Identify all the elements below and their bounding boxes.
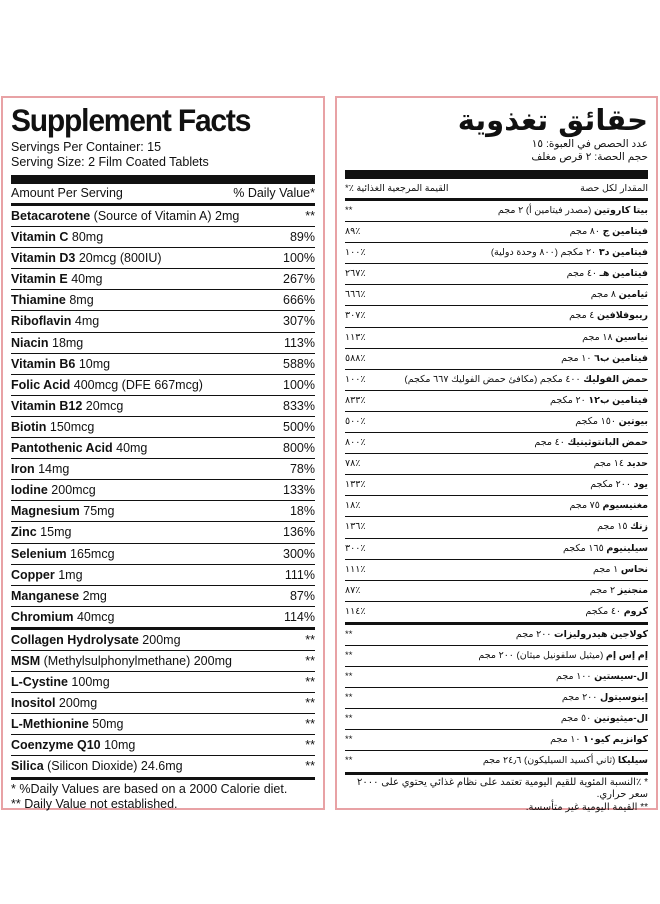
nutrient-cell [11, 607, 115, 627]
nutrient-cell [11, 544, 115, 564]
nutrient-cell [11, 459, 69, 479]
daily-value: ** [345, 649, 353, 661]
nutrient-amount: 200mg [55, 696, 98, 711]
table-row [345, 454, 648, 475]
table-row [11, 248, 315, 269]
table-row [345, 328, 648, 349]
table-row [11, 290, 315, 311]
nutrient-name: يود [633, 479, 648, 491]
daily-value: 78% [289, 462, 315, 477]
table-row [11, 586, 315, 607]
nutrient-cell [593, 560, 648, 580]
nutrient-cell [11, 522, 71, 542]
nutrient-cell [11, 311, 99, 331]
table-row [11, 522, 315, 543]
table-row [11, 672, 315, 693]
nutrient-name: MSM [11, 653, 41, 668]
nutrient-amount: 75mg [79, 504, 115, 519]
nutrient-amount: ٤٠ مجم [534, 437, 568, 449]
table-row [345, 433, 648, 454]
nutrient-amount: ١٥ مجم [597, 521, 631, 533]
table-row [345, 581, 648, 602]
table-row [345, 625, 648, 646]
nutrient-amount: ٢٠ مكجم [550, 394, 589, 406]
nutrient-name: ال-ميثيونين [593, 713, 648, 725]
nutrient-amount: 40mcg [73, 609, 115, 624]
nutrient-cell [11, 565, 83, 585]
daily-value: ** [345, 713, 353, 725]
nutrient-amount: ٤٠٠ مكجم (مكافئ حمض الفوليك ٦٦٧ مكجم) [404, 373, 584, 385]
table-row [11, 735, 315, 756]
nutrient-name: Copper [11, 567, 55, 582]
nutrient-amount: ٢٠٠ مكجم [590, 479, 634, 491]
nutrient-amount: 20mcg (800IU) [75, 251, 162, 266]
nutrient-cell [11, 269, 102, 289]
nutrient-amount: (ثاني أكسيد السيليكون) ٢٤٫٦ مجم [482, 755, 618, 767]
daily-value: ٪٧٨ [345, 458, 361, 470]
nutrient-name: منجنيز [617, 584, 648, 596]
daily-value: ٪١٠٠ [345, 247, 366, 259]
table-row [11, 607, 315, 630]
table-row [345, 306, 648, 327]
daily-value: 300% [283, 546, 315, 561]
table-row [345, 475, 648, 496]
nutrient-cell [534, 433, 648, 453]
nutrient-name: سيليكا [617, 755, 648, 767]
nutrient-name: Chromium [11, 609, 74, 624]
nutrient-cell [405, 370, 648, 390]
nutrient-name: Zinc [11, 525, 37, 540]
daily-value: ٪١٣٣ [345, 479, 366, 491]
divider-thick-arabic [345, 170, 648, 179]
nutrient-name: L-Cystine [11, 675, 68, 690]
nutrient-cell [11, 501, 115, 521]
daily-value: ٪١١٤ [345, 605, 366, 617]
table-row [11, 459, 315, 480]
daily-value: 666% [283, 293, 315, 308]
nutrient-amount: 10mg [75, 356, 111, 371]
nutrient-name: زنك [630, 521, 648, 533]
daily-value: 307% [283, 314, 315, 329]
table-row [345, 201, 648, 222]
nutrient-cell [569, 306, 648, 326]
table-row [345, 349, 648, 370]
nutrient-name: Magnesium [11, 504, 80, 519]
nutrient-name: Niacin [11, 335, 49, 350]
nutrient-cell [11, 586, 107, 606]
daily-value: ** [305, 696, 315, 711]
table-row [345, 391, 648, 412]
table-row [345, 667, 648, 688]
daily-value: ٪٥٨٨ [345, 352, 366, 364]
nutrient-name: Iron [11, 462, 35, 477]
daily-value: ** [305, 759, 315, 774]
table-row [345, 646, 648, 667]
nutrient-amount: ٤ مجم [569, 310, 598, 322]
nutrient-cell [11, 396, 123, 416]
nutrient-cell [550, 730, 648, 750]
nutrient-amount: 200mcg [47, 483, 96, 498]
daily-value: ** [345, 205, 353, 216]
nutrient-cell [563, 539, 648, 559]
nutrient-cell [11, 417, 94, 437]
header-daily-value: % Daily Value* [233, 186, 315, 200]
footnote-not-established: ** Daily Value not established. [11, 796, 178, 811]
nutrient-cell [516, 625, 648, 645]
daily-value: ٪٣٠٧ [345, 310, 366, 322]
table-row [11, 333, 315, 354]
table-header [11, 184, 315, 206]
servings-per-container-arabic: عدد الحصص في العبوة: ١٥ [531, 138, 648, 150]
panel-title-arabic: حقائق تغذوية [457, 103, 648, 137]
table-row [11, 438, 315, 459]
daily-value: ٪٨٣٣ [345, 394, 366, 406]
daily-value: 800% [283, 441, 315, 456]
supplement-facts-panel [1, 96, 325, 810]
nutrient-name: حمض الفوليك [583, 373, 648, 385]
daily-value: ** [345, 734, 353, 746]
nutrient-amount: ١٦٥ مكجم [562, 542, 607, 554]
nutrient-cell [498, 201, 648, 221]
nutrient-name: Thiamine [11, 293, 66, 308]
daily-value: 133% [283, 483, 315, 498]
nutrient-amount: 1mg [54, 567, 83, 582]
table-row [345, 751, 648, 774]
nutrient-name: فيتامين ب٦ [594, 352, 648, 364]
daily-value: ** [305, 632, 315, 647]
nutrient-cell [491, 243, 648, 263]
table-row [11, 417, 315, 438]
table-row [345, 496, 648, 517]
nutrient-cell [11, 630, 181, 650]
nutrient-name: حمض البانتوثينيك [567, 437, 648, 449]
daily-value: ** [345, 628, 353, 640]
daily-value: 114% [283, 609, 315, 624]
table-row [11, 269, 315, 290]
daily-value: 833% [283, 398, 315, 413]
nutrient-name: ال-سيستين [594, 671, 648, 683]
nutrient-name: إينوسيتول [600, 692, 648, 704]
nutrient-name: Betacarotene [11, 209, 91, 223]
nutrient-amount: ٥٠ مجم [560, 713, 594, 725]
nutrient-name: Vitamin C [11, 230, 69, 245]
nutrient-table-arabic [345, 201, 648, 775]
table-row [11, 396, 315, 417]
nutrient-name: Silica [11, 759, 44, 774]
daily-value: ٪١١٣ [345, 331, 366, 343]
nutrient-name: Vitamin E [11, 272, 68, 287]
nutrient-cell [570, 222, 648, 242]
nutrient-amount: ١٨ مجم [582, 331, 616, 343]
nutrient-amount: ٢٠٠ مجم [561, 692, 601, 704]
table-row [11, 375, 315, 396]
nutrient-name: كولاجين هيدروليزات [554, 628, 648, 640]
nutrient-cell [11, 375, 203, 395]
daily-value: ** [345, 671, 353, 683]
nutrient-amount: ٤٠ مجم [566, 268, 600, 280]
nutrient-cell [478, 646, 648, 666]
nutrient-name: سيلينيوم [606, 542, 648, 554]
nutrient-name: L-Methionine [11, 717, 89, 732]
nutrient-cell [11, 672, 110, 692]
nutrient-cell [597, 517, 648, 537]
table-row [11, 565, 315, 586]
nutrient-cell [556, 667, 648, 687]
table-row [11, 206, 315, 227]
daily-value: 588% [283, 356, 315, 371]
nutrient-name: كروم [623, 605, 648, 617]
table-header-arabic [345, 179, 648, 201]
nutrient-cell [590, 475, 648, 495]
nutrient-amount: 50mg [88, 717, 124, 732]
nutrient-amount: ٢٠ مكجم (٨٠٠ وحدة دولية) [490, 247, 599, 259]
nutrient-name: Vitamin B6 [11, 356, 76, 371]
nutrient-name: Collagen Hydrolysate [11, 632, 139, 647]
table-row [345, 264, 648, 285]
daily-value: 113% [283, 335, 315, 350]
nutrient-name: Biotin [11, 419, 47, 434]
nutrient-name: Iodine [11, 483, 48, 498]
nutrient-name: ثيامين [618, 289, 648, 301]
nutrient-amount: 20mcg [82, 398, 124, 413]
daily-value: ٪١١١ [345, 563, 366, 575]
daily-value: 136% [283, 525, 315, 540]
table-row [345, 412, 648, 433]
nutrient-amount: ١٠٠ مجم [556, 671, 595, 683]
nutrient-cell [11, 714, 124, 734]
nutrient-name: Folic Acid [11, 377, 71, 392]
header-daily-value-arabic: القيمة المرجعية الغذائية ٪* [345, 183, 449, 194]
nutrient-amount: 14mg [34, 462, 70, 477]
header-amount: Amount Per Serving [11, 186, 123, 200]
table-row [11, 714, 315, 735]
nutrient-name: مغنيسيوم [602, 500, 648, 512]
nutrient-amount: ١٥٠ مكجم [575, 415, 619, 427]
daily-value: ** [305, 675, 315, 690]
nutrient-cell [590, 581, 648, 601]
nutrient-amount: 15mg [36, 525, 72, 540]
table-row [11, 311, 315, 332]
nutrient-amount: (Source of Vitamin A) 2mg [90, 209, 240, 223]
nutrient-cell [585, 602, 648, 622]
footnote-daily-values-arabic: * ٪النسبة المئوية للقيم اليومية تعتمد على نظام غذائي يحتوي على ٢٠٠٠ سعر حراري. [357, 776, 648, 800]
nutrient-amount: ١٠ مجم [561, 352, 595, 364]
daily-value: ٪٦٦٦ [345, 289, 366, 301]
nutrient-cell [11, 290, 94, 310]
table-row [345, 285, 648, 306]
daily-value: ٪٢٦٧ [345, 268, 366, 280]
table-row [345, 517, 648, 538]
nutrient-amount: 80mg [68, 230, 104, 245]
daily-value: ٪٥٠٠ [345, 415, 366, 427]
nutrient-amount: (Silicon Dioxide) 24.6mg [43, 759, 183, 774]
nutrient-name: فيتامين د٣ [598, 247, 648, 259]
daily-value: ** [305, 653, 315, 668]
nutrient-name: ريبوفلافين [597, 310, 648, 322]
daily-value: ٪٨٩ [345, 226, 361, 238]
table-row [11, 480, 315, 501]
header-amount-arabic: المقدار لكل حصة [580, 183, 648, 194]
daily-value: 111% [284, 567, 315, 582]
nutrient-cell [550, 391, 648, 411]
daily-value: ٪١٠٠ [345, 373, 366, 385]
daily-value: ٪٨٠٠ [345, 437, 366, 449]
nutrient-amount: ٨٠ مجم [569, 226, 603, 238]
nutrient-name: كوانزيم كيو١٠ [583, 734, 648, 746]
nutrient-cell [562, 688, 648, 708]
daily-value: ٪١٨ [345, 500, 361, 512]
divider-thick [11, 175, 315, 184]
nutrient-amount: 100mg [67, 675, 110, 690]
nutrient-amount: 165mcg [66, 546, 115, 561]
table-row [345, 370, 648, 391]
daily-value: ٪١٣٦ [345, 521, 366, 533]
nutrient-cell [567, 264, 648, 284]
table-row [11, 544, 315, 565]
table-row [11, 227, 315, 248]
nutrient-name: Selenium [11, 546, 67, 561]
daily-value: ٪٨٧ [345, 584, 361, 596]
nutrient-amount: 4mg [71, 314, 100, 329]
nutrient-amount: ١٤ مجم [593, 458, 627, 470]
nutrient-amount: 40mg [67, 272, 103, 287]
daily-value: 100% [283, 377, 315, 392]
nutrient-name: فيتامين ج [602, 226, 648, 238]
nutrient-name: بيتا كاروتين [594, 205, 648, 216]
table-row [345, 688, 648, 709]
nutrient-amount: ١ مجم [592, 563, 621, 575]
nutrient-amount: ٨ مجم [590, 289, 619, 301]
table-row [345, 560, 648, 581]
table-row [11, 501, 315, 522]
daily-value: 100% [283, 251, 315, 266]
nutrient-name: Pantothenic Acid [11, 441, 113, 456]
table-row [345, 243, 648, 264]
nutrient-name: إم إس إم [605, 649, 648, 661]
nutrient-cell [11, 651, 232, 671]
nutrient-amount: ١٠ مجم [550, 734, 584, 746]
nutrient-cell [11, 756, 183, 776]
nutrient-amount: 200mg [138, 632, 181, 647]
daily-value: ** [345, 692, 353, 704]
daily-value: ** [305, 209, 315, 223]
table-row [11, 630, 315, 651]
table-row [345, 602, 648, 625]
table-row [11, 354, 315, 375]
nutrient-name: Manganese [11, 588, 80, 603]
nutrient-name: Riboflavin [11, 314, 72, 329]
nutrient-cell [11, 333, 83, 353]
nutrient-name: Vitamin B12 [11, 398, 83, 413]
nutrient-cell [11, 354, 110, 374]
serving-size: Serving Size: 2 Film Coated Tablets [11, 155, 209, 169]
nutrient-amount: (مصدر فيتامين أ) ٢ مجم [497, 205, 594, 216]
nutrient-cell [11, 480, 96, 500]
nutrient-amount: ٧٥ مجم [569, 500, 603, 512]
daily-value: ** [345, 755, 353, 767]
nutrient-name: نياسين [615, 331, 648, 343]
serving-size-arabic: حجم الحصة: ٢ قرص مغلف [531, 151, 648, 163]
nutrient-table [11, 206, 315, 780]
table-row [345, 709, 648, 730]
table-row [345, 539, 648, 560]
nutrient-amount: 10mg [100, 738, 136, 753]
nutrient-amount: ٢٠٠ مجم [515, 628, 555, 640]
nutrient-name: Inositol [11, 696, 56, 711]
nutrient-name: Coenzyme Q10 [11, 738, 101, 753]
daily-value: 89% [289, 230, 315, 245]
nutrient-cell [575, 412, 648, 432]
nutrient-amount: (ميثيل سلفونيل ميثان) ٢٠٠ مجم [478, 649, 606, 661]
nutrient-cell [591, 285, 648, 305]
nutrient-name: فيتامين هـ [599, 268, 648, 280]
nutrient-amount: ٢ مجم [589, 584, 618, 596]
footnote-not-established-arabic: ** القيمة اليومية غير متأسسة. [525, 801, 648, 813]
nutrient-cell [11, 206, 239, 226]
nutrition-facts-arabic-panel [335, 96, 658, 813]
daily-value: ** [305, 738, 315, 753]
daily-value: 500% [283, 419, 315, 434]
nutrient-amount: 2mg [79, 588, 107, 603]
nutrient-cell [11, 438, 147, 458]
nutrient-amount: 40mg [112, 441, 148, 456]
nutrient-cell [11, 735, 135, 755]
nutrient-amount: (Methylsulphonylmethane) 200mg [40, 653, 232, 668]
en-content [11, 98, 315, 811]
daily-value: ** [305, 717, 315, 732]
nutrient-amount: 400mcg (DFE 667mcg) [70, 377, 203, 392]
nutrient-cell [582, 328, 648, 348]
nutrient-cell [561, 349, 648, 369]
daily-value: 267% [283, 272, 315, 287]
table-row [345, 730, 648, 751]
daily-value: 18% [289, 504, 315, 519]
nutrient-cell [594, 454, 648, 474]
ar-content [345, 98, 648, 813]
nutrient-amount: ٤٠ مكجم [585, 605, 624, 617]
nutrient-cell [11, 693, 97, 713]
nutrient-cell [11, 227, 103, 247]
nutrient-cell [11, 248, 162, 268]
nutrient-name: Vitamin D3 [11, 251, 76, 266]
nutrient-cell [561, 709, 648, 729]
table-row [345, 222, 648, 243]
table-row [11, 651, 315, 672]
nutrient-amount: 150mcg [46, 419, 95, 434]
panel-title: Supplement Facts [11, 103, 251, 139]
nutrient-name: بيوتين [618, 415, 648, 427]
nutrient-cell [569, 496, 648, 516]
table-row [11, 693, 315, 714]
nutrient-name: حديد [626, 458, 648, 470]
table-row [11, 756, 315, 779]
nutrient-amount: 8mg [65, 293, 94, 308]
daily-value: 87% [289, 588, 315, 603]
footnote-daily-values: * %Daily Values are based on a 2000 Calorie diet. [11, 781, 288, 796]
nutrient-name: نحاس [620, 563, 648, 575]
nutrient-amount: 18mg [48, 335, 84, 350]
servings-per-container: Servings Per Container: 15 [11, 140, 162, 154]
nutrient-cell [483, 751, 648, 771]
nutrient-name: فيتامين ب١٢ [588, 394, 648, 406]
daily-value: ٪٣٠٠ [345, 542, 366, 554]
